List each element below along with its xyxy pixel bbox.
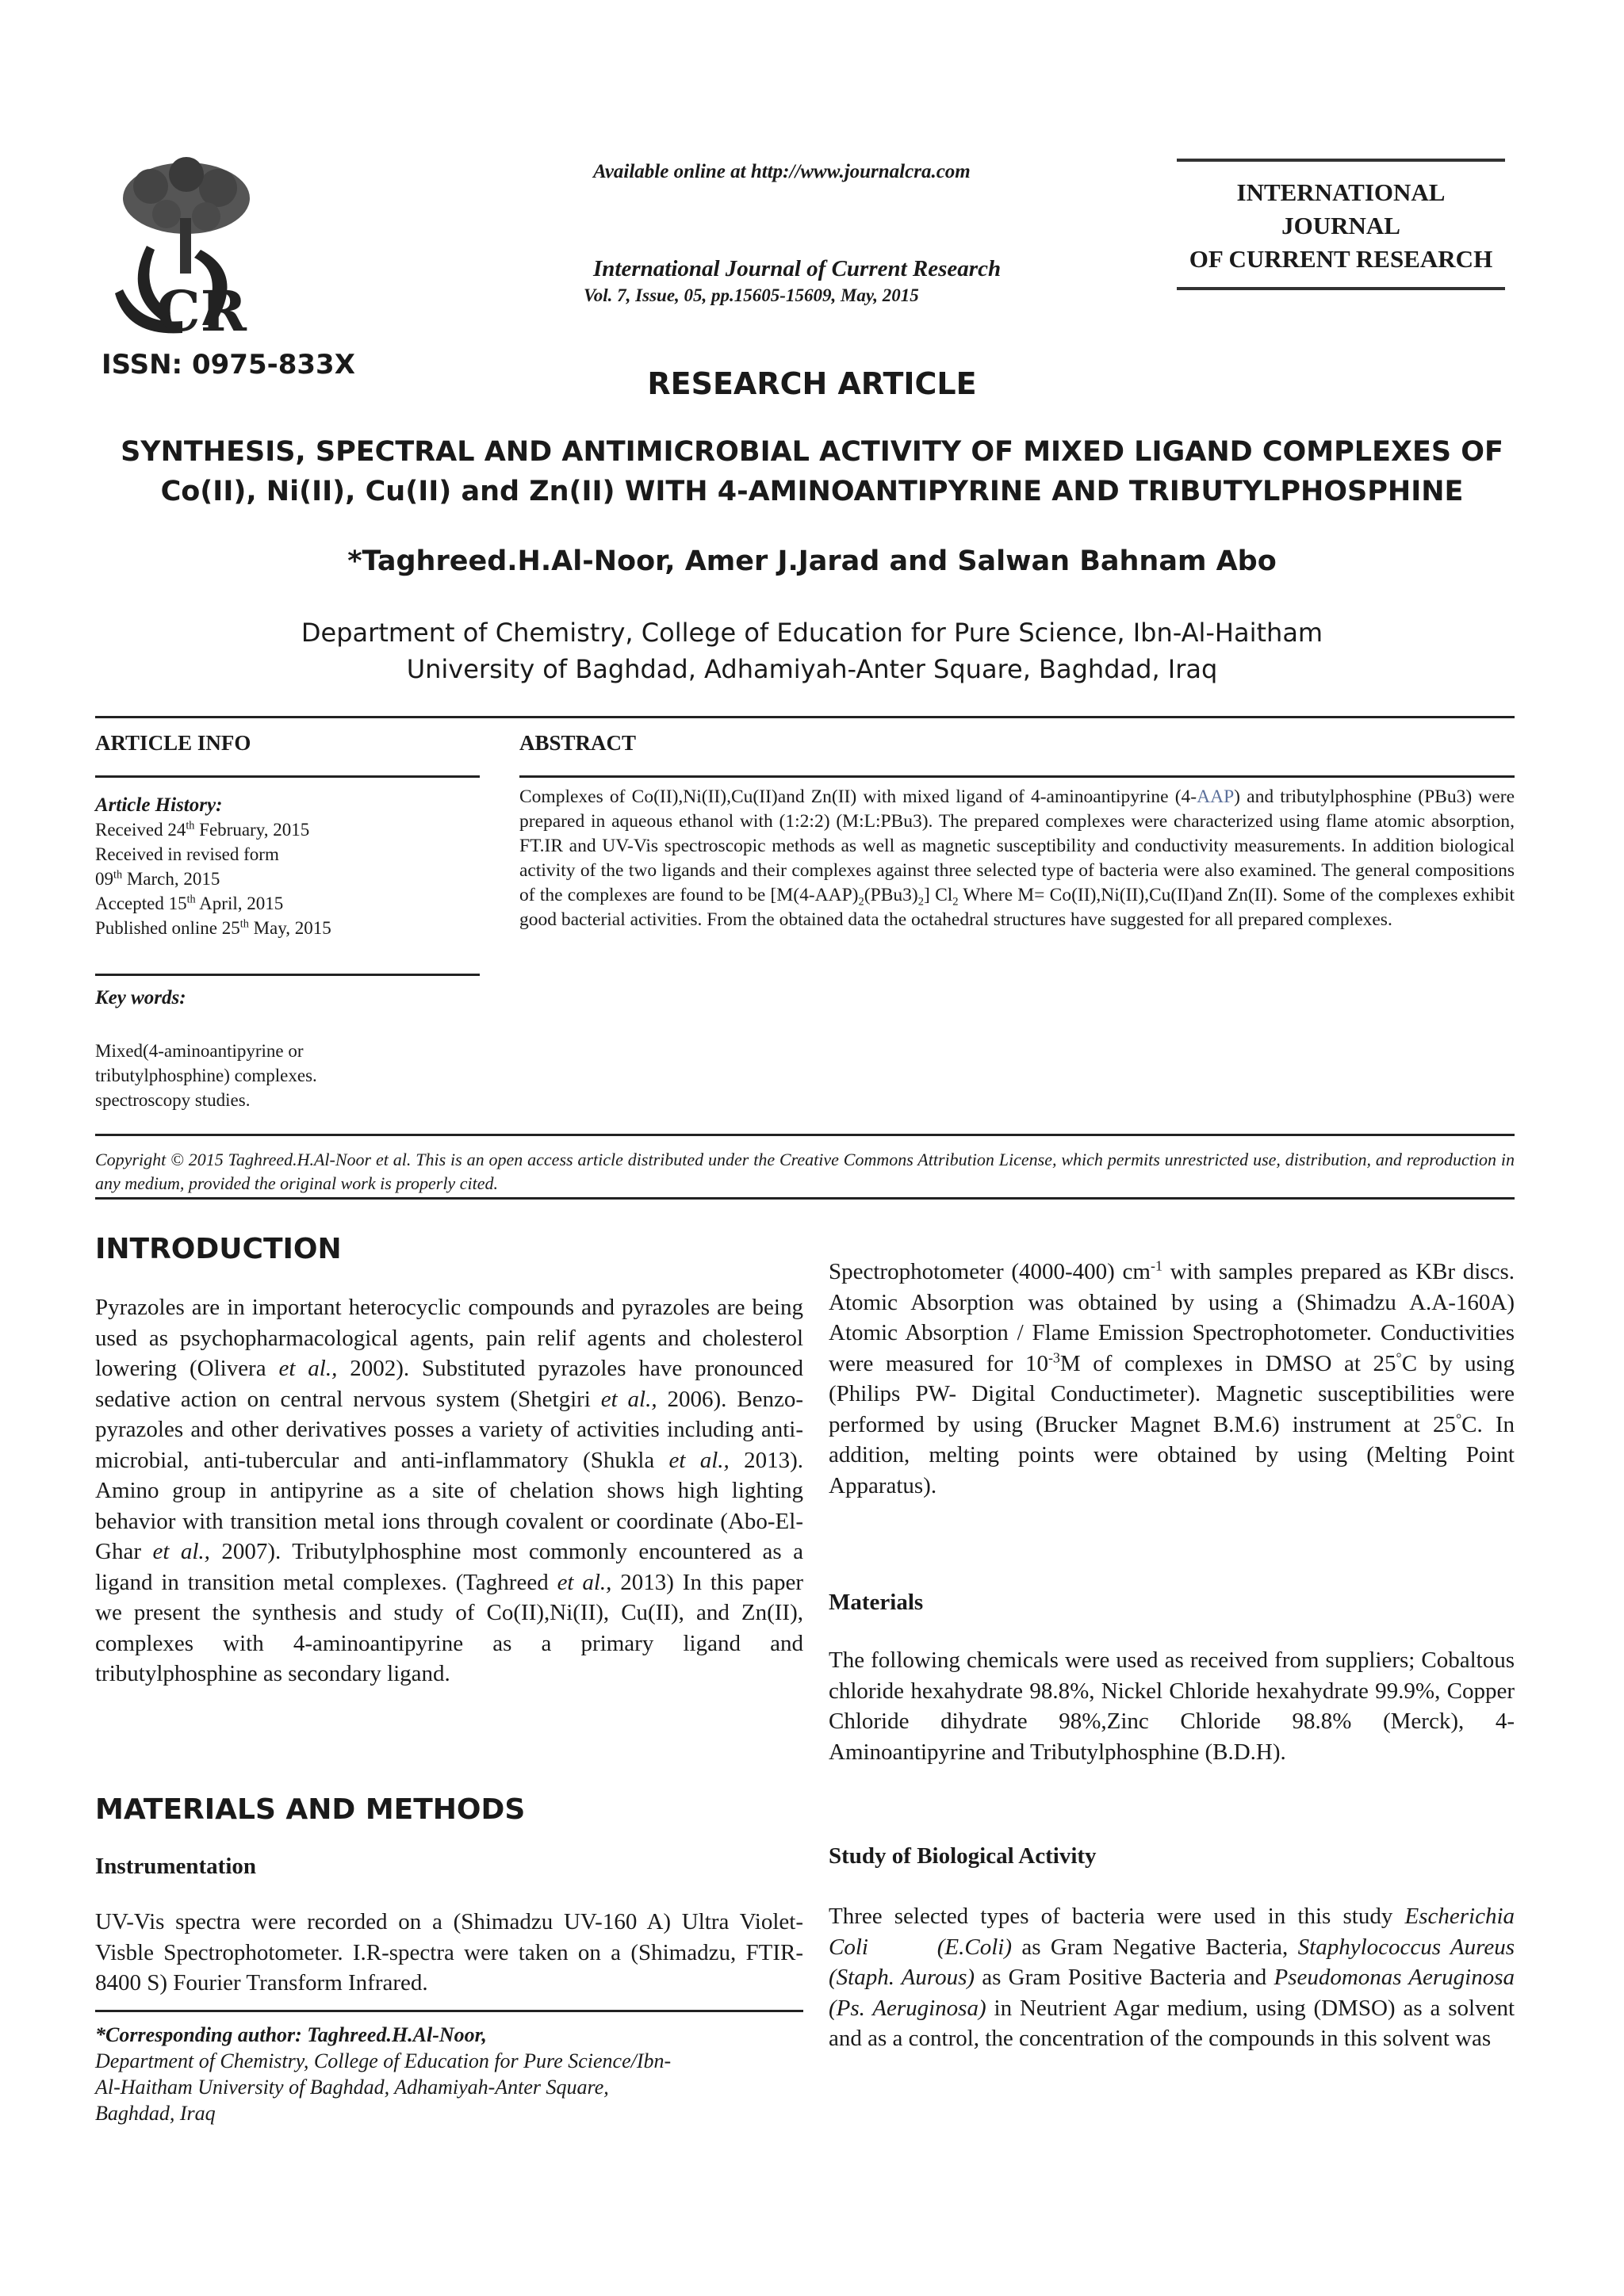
volume-issue: Vol. 7, Issue, 05, pp.15605-15609, May, 2015 [584, 285, 919, 305]
corresponding-line-3: Baghdad, Iraq [95, 2102, 216, 2125]
copyright: Copyright © 2015 Taghreed.H.Al-Noor et al. This is an open access article distributed under the Creative Commons Attribution License, which permits unrestricted use, distribution, and reproduction in any medium, provided the original work is properly cited. [95, 1150, 1515, 1193]
affiliation [0, 614, 1624, 687]
materials-heading: Materials [829, 1590, 924, 1615]
affiliation-line-2: University of Baghdad, Adhamiyah-Anter Square, Baghdad, Iraq [406, 654, 1218, 684]
rule-abstract-head [519, 775, 1515, 778]
corresponding-line-1: Department of Chemistry, College of Education for Pure Science/Ibn- [95, 2049, 672, 2072]
aap-link[interactable]: AAP [1197, 786, 1235, 807]
introduction-heading: INTRODUCTION [95, 1233, 342, 1265]
accepted-date: Accepted 15th April, 2015 [95, 893, 284, 913]
history-label: Article History: [95, 794, 223, 816]
instrumentation-heading: Instrumentation [95, 1854, 257, 1879]
title-line-2: Co(II), Ni(II), Cu(II) and Zn(II) WITH 4-AMINOANTIPYRINE AND TRIBUTYLPHOSPHINE [160, 476, 1464, 507]
box-line-2: OF CURRENT RESEARCH [1189, 245, 1493, 273]
svg-text:CR: CR [156, 278, 247, 337]
available-online-link[interactable]: Available online at http://www.journalcra.com [593, 161, 971, 182]
rule-info-mid [95, 974, 480, 976]
issn: ISSN: 0975-833X [102, 349, 355, 381]
journal-name: International Journal of Current Research [593, 256, 1002, 281]
keywords [95, 1039, 480, 1112]
journal-tree-logo-icon [107, 155, 266, 337]
article-info-heading: ARTICLE INFO [95, 731, 251, 755]
rule-info-head [95, 775, 480, 778]
rule-copyright [95, 1197, 1515, 1200]
abstract-heading: ABSTRACT [519, 731, 637, 755]
instrumentation-body: UV-Vis spectra were recorded on a (Shimadzu UV-160 A) Ultra Violet-Visble Spectrophotometer. I.R-spectra were taken on a (Shimadzu, FTIR-8400 S) Fourier Transform Infrared. [95, 1909, 803, 1996]
abstract-body: Complexes of Co(II),Ni(II),Cu(II)and Zn(II) with mixed ligand of 4-aminoantipyrine (4-AAP) and tributylphosphine (PBu3) were prepared in aqueous ethanol with (1:2:2) (M:L:PBu3). The prepared complexes were characterized using flame atomic absorption, FT.IR and UV-Vis spectroscopic methods as well as magnetic susceptibility and conductivity measurements. In addition biological activity of the two ligands and their complexes against three selected type of bacteria were also examined. The general compositions of the complexes are found to be $[M(4-AAP)_2(PBu3)_2]$ $Cl_2$ Where M= Co(II),Ni(II),Cu(II)and Zn(II). Some of the complexes exhibit good bacterial activities. From the obtained data the octahedral structures have suggested for all prepared complexes. [519, 786, 1515, 930]
article-history [95, 793, 480, 940]
biological-body: Three selected types of bacteria were used in this study Escherichia Coli (E.Coli) as Gram Negative Bacteria, Staphylococcus Aureus (Staph. Aurous) as Gram Positive Bacteria and Pseudomonas Aeruginosa (Ps. Aeruginosa) in Neutrient Agar medium, using (DMSO) as a solvent and as a control, the concentration of the compounds in this solvent was [829, 1904, 1515, 2051]
keyword-line-2: tributylphosphine) complexes. [95, 1066, 317, 1085]
rule-footnote [95, 2010, 803, 2012]
revised-label: Received in revised form [95, 844, 279, 864]
corresponding-author [95, 2022, 809, 2126]
title-line-1: SYNTHESIS, SPECTRAL AND ANTIMICROBIAL ACTIVITY OF MIXED LIGAND COMPLEXES OF [121, 436, 1503, 468]
rule-bottom [95, 1134, 1515, 1136]
biological-heading: Study of Biological Activity [829, 1843, 1097, 1869]
published-date: Published online 25th May, 2015 [95, 917, 331, 938]
keyword-line-1: Mixed(4-aminoantipyrine or [95, 1041, 304, 1061]
materials-body: The following chemicals were used as received from suppliers; Cobaltous chloride hexahydrate 98.8%, Nickel Chloride hexahydrate 99.9%, Copper Chloride dihydrate 98%,Zinc Chloride 98.8% (Merck), 4-Aminoantipyrine and Tributylphosphine (B.D.H). [829, 1647, 1515, 1765]
corresponding-line-2: Al-Haitham University of Baghdad, Adhamiyah-Anter Square, [95, 2076, 609, 2099]
box-line-1: INTERNATIONAL JOURNAL [1236, 178, 1446, 239]
rule-top [95, 716, 1515, 718]
paper-title [63, 432, 1561, 511]
corresponding-label: *Corresponding author: Taghreed.H.Al-Noor, [95, 2023, 487, 2046]
article-type: RESEARCH ARTICLE [647, 366, 977, 401]
introduction-body: Pyrazoles are in important heterocyclic compounds and pyrazoles are being used as psychopharmacological agents, pain relif agents and cholesterol lowering (Olivera et al., 2002). Substituted pyrazoles have pronounced sedative action on central nervous system (Shetgiri et al., 2006). Benzo-pyrazoles and other derivatives posses a variety of activities including anti-microbial, anti-tubercular and anti-inflammatory (Shukla et al., 2013). Amino group in antipyrine as a site of chelation shows high lighting behavior with transition metal ions through covalent or coordinate (Abo-El-Ghar et al., 2007). Tributylphosphine most commonly encountered as a ligand in transition metal complexes. (Taghreed et al., 2013) In this paper we present the synthesis and study of Co(II),Ni(II), Cu(II), and Zn(II), complexes with 4-aminoantipyrine as a primary ligand and tributylphosphine as secondary ligand. [95, 1295, 803, 1686]
authors: *Taghreed.H.Al-Noor, Amer J.Jarad and Salwan Bahnam Abo [347, 545, 1277, 577]
journal-title-box [1177, 159, 1505, 273]
methods-heading: MATERIALS AND METHODS [95, 1793, 526, 1826]
methods-continued: Spectrophotometer (4000-400) $cm^{-1}$ with samples prepared as KBr discs. Atomic Absorption was obtained by using a (Shimadzu A.A-160A) Atomic Absorption / Flame Emission Spectrophotometer. Conductivities were measured for $10^{-3}M$ of complexes in DMSO at 25°C by using (Philips PW- Digital Conductimeter). Magnetic susceptibilities were performed by using (Brucker Magnet B.M.6) instrument at 25°C. In addition, melting points were obtained by using (Melting Point Apparatus). [829, 1257, 1515, 1498]
revised-date: 09th March, 2015 [95, 868, 220, 889]
received-date: Received 24th February, 2015 [95, 819, 310, 840]
keyword-line-3: spectroscopy studies. [95, 1090, 251, 1110]
keywords-label: Key words: [95, 987, 186, 1008]
affiliation-line-1: Department of Chemistry, College of Education for Pure Science, Ibn-Al-Haitham [301, 618, 1323, 648]
